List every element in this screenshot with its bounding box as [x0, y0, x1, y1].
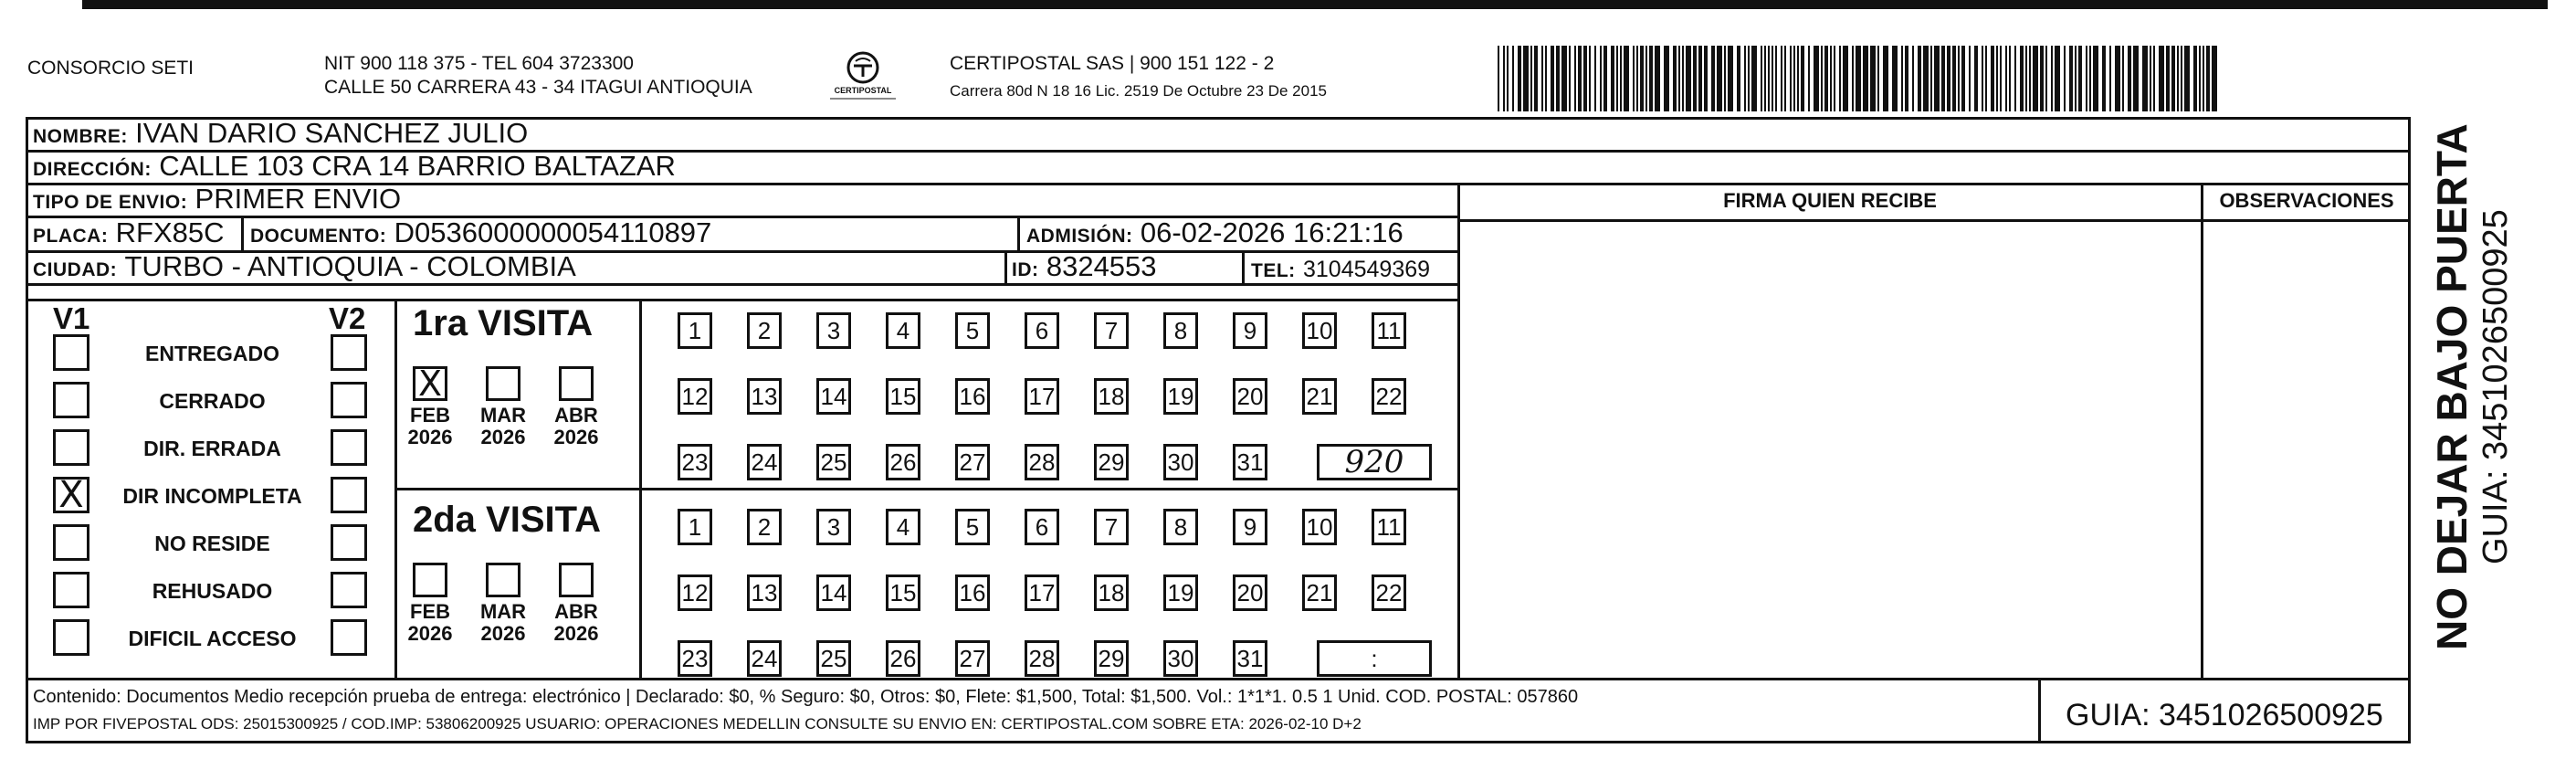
v2-checkbox-2[interactable] [331, 429, 367, 466]
company-name: CONSORCIO SETI [27, 58, 195, 79]
visit2-day-9[interactable]: 9 [1233, 509, 1267, 545]
visit1-day-13[interactable]: 13 [747, 378, 782, 415]
visit1-day-25[interactable]: 25 [816, 444, 851, 480]
visit2-day-30[interactable]: 30 [1163, 640, 1198, 677]
visit1-month-1: MAR [479, 404, 527, 427]
visit2-day-20[interactable]: 20 [1233, 574, 1267, 611]
visit2-day-28[interactable]: 28 [1025, 640, 1059, 677]
visit1-day-21[interactable]: 21 [1302, 378, 1337, 415]
visit1-day-6[interactable]: 6 [1025, 312, 1059, 349]
tipo-envio-value: PRIMER ENVIO [195, 183, 402, 215]
visit1-day-1[interactable]: 1 [678, 312, 712, 349]
visit1-day-18[interactable]: 18 [1094, 378, 1129, 415]
visit1-day-9[interactable]: 9 [1233, 312, 1267, 349]
visit2-title: 2da VISITA [413, 500, 601, 540]
tipo-envio-field [33, 184, 401, 218]
v2-checkbox-4[interactable] [331, 524, 367, 561]
visit2-day-19[interactable]: 19 [1163, 574, 1198, 611]
id-field [1012, 251, 1157, 286]
tipo-envio-label: TIPO DE ENVIO: [33, 192, 188, 213]
visit1-title: 1ra VISITA [413, 303, 594, 343]
id-label: ID: [1012, 259, 1039, 280]
v2-label: V2 [329, 301, 366, 335]
id-value: 8324553 [1046, 250, 1157, 282]
visit1-day-26[interactable]: 26 [886, 444, 920, 480]
v1-checkbox-5[interactable] [53, 572, 89, 608]
visit1-day-31[interactable]: 31 [1233, 444, 1267, 480]
visit2-day-16[interactable]: 16 [955, 574, 990, 611]
status-label-0: ENTREGADO [145, 342, 279, 365]
firma-header: FIRMA QUIEN RECIBE [1723, 189, 1937, 212]
v1-checkbox-2[interactable] [53, 429, 89, 466]
v1-checkbox-0[interactable] [53, 334, 89, 371]
status-label-1: CERRADO [159, 389, 266, 413]
observaciones-header: OBSERVACIONES [2219, 189, 2394, 212]
v1-checkbox-4[interactable] [53, 524, 89, 561]
visit1-day-4[interactable]: 4 [886, 312, 920, 349]
visit2-year-2: 2026 [553, 622, 599, 645]
v1-checkbox-1[interactable] [53, 382, 89, 418]
visit1-day-19[interactable]: 19 [1163, 378, 1198, 415]
visit2-day-18[interactable]: 18 [1094, 574, 1129, 611]
visit2-day-15[interactable]: 15 [886, 574, 920, 611]
visit2-year-1: 2026 [480, 622, 526, 645]
visit1-month-0: FEB [410, 404, 450, 427]
v2-checkbox-6[interactable] [331, 619, 367, 656]
admision-field [1026, 217, 1404, 252]
direccion-value: CALLE 103 CRA 14 BARRIO BALTAZAR [159, 150, 676, 182]
visit1-year-1: 2026 [480, 426, 526, 448]
visit1-day-20[interactable]: 20 [1233, 378, 1267, 415]
visit2-day-11[interactable]: 11 [1372, 509, 1406, 545]
visit2-day-29[interactable]: 29 [1094, 640, 1129, 677]
tel-field [1251, 253, 1430, 287]
visit1-day-30[interactable]: 30 [1163, 444, 1198, 480]
visit1-month-checkbox-1[interactable] [486, 366, 520, 401]
visit2-day-4[interactable]: 4 [886, 509, 920, 545]
visit2-day-1[interactable]: 1 [678, 509, 712, 545]
footer-guia: GUIA: 3451026500925 [2066, 698, 2383, 733]
visit2-month-2: ABR [554, 600, 598, 623]
visit2-month-1: MAR [479, 600, 527, 623]
footer-contenido: Contenido: Documentos Medio recepción prueba de entrega: electrónico | Declarado: $0, % Seguro: $0, Otros: $0, Flete: $1,500, Total: $1,500. Vol.: 1*1*1. 0.5 1 Unid. COD. POSTAL: 057860 [33, 687, 1579, 707]
visit1-day-5[interactable]: 5 [955, 312, 990, 349]
documento-label: DOCUMENTO: [250, 226, 387, 247]
direccion-field [33, 151, 676, 185]
visit1-day-27[interactable]: 27 [955, 444, 990, 480]
visit2-year-0: 2026 [407, 622, 453, 645]
status-label-3: DIR INCOMPLETA [122, 484, 302, 508]
admision-label: ADMISIÓN: [1026, 226, 1133, 247]
visit1-year-0: 2026 [407, 426, 453, 448]
visit2-day-14[interactable]: 14 [816, 574, 851, 611]
certipostal-line: CERTIPOSTAL SAS | 900 151 122 - 2 [950, 53, 1275, 74]
placa-value: RFX85C [115, 216, 225, 248]
visit2-day-12[interactable]: 12 [678, 574, 712, 611]
tel-label: TEL: [1251, 260, 1296, 281]
visit2-day-21[interactable]: 21 [1302, 574, 1337, 611]
v2-checkbox-3[interactable] [331, 477, 367, 513]
visit1-day-17[interactable]: 17 [1025, 378, 1059, 415]
ciudad-value: TURBO - ANTIOQUIA - COLOMBIA [124, 250, 576, 282]
status-label-5: REHUSADO [152, 579, 273, 603]
visit1-day-2[interactable]: 2 [747, 312, 782, 349]
visit1-day-8[interactable]: 8 [1163, 312, 1198, 349]
visit2-day-7[interactable]: 7 [1094, 509, 1129, 545]
visit1-day-15[interactable]: 15 [886, 378, 920, 415]
visit1-day-22[interactable]: 22 [1372, 378, 1406, 415]
visit1-time-box: 920 [1317, 444, 1432, 480]
visit2-day-3[interactable]: 3 [816, 509, 851, 545]
visit2-time-box: : [1317, 640, 1432, 677]
visit2-month-checkbox-1[interactable] [486, 563, 520, 597]
v2-checkbox-0[interactable] [331, 334, 367, 371]
visit2-day-31[interactable]: 31 [1233, 640, 1267, 677]
visit2-month-0: FEB [410, 600, 450, 623]
visit1-day-14[interactable]: 14 [816, 378, 851, 415]
visit2-day-27[interactable]: 27 [955, 640, 990, 677]
visit1-month-checkbox-0[interactable]: X [413, 366, 447, 401]
ciudad-field [33, 251, 576, 286]
documento-field [250, 217, 711, 252]
v1-checkbox-3[interactable]: X [53, 477, 89, 513]
nombre-value: IVAN DARIO SANCHEZ JULIO [135, 117, 529, 149]
admision-value: 06-02-2026 16:21:16 [1140, 216, 1404, 248]
v1-checkbox-6[interactable] [53, 619, 89, 656]
visit1-day-10[interactable]: 10 [1302, 312, 1337, 349]
side-guia: GUIA: 3451026500925 [2476, 209, 2515, 564]
nombre-label: NOMBRE: [33, 126, 128, 147]
address-line: CALLE 50 CARRERA 43 - 34 ITAGUI ANTIOQUIA [324, 77, 752, 98]
placa-field [33, 217, 225, 252]
visit2-day-17[interactable]: 17 [1025, 574, 1059, 611]
v1-label: V1 [53, 301, 90, 335]
visit1-day-28[interactable]: 28 [1025, 444, 1059, 480]
footer-impresion: IMP POR FIVEPOSTAL ODS: 25015300925 / COD.IMP: 53806200925 USUARIO: OPERACIONES MEDELLIN CONSULTE SU ENVIO EN: CERTIPOSTAL.COM SOBRE ETA: 2026-02-10 D+2 [33, 715, 1362, 733]
license-line: Carrera 80d N 18 16 Lic. 2519 De Octubre 23 De 2015 [950, 82, 1327, 100]
visit1-day-23[interactable]: 23 [678, 444, 712, 480]
v2-checkbox-5[interactable] [331, 572, 367, 608]
visit2-day-2[interactable]: 2 [747, 509, 782, 545]
ciudad-label: CIUDAD: [33, 259, 118, 280]
visit2-day-23[interactable]: 23 [678, 640, 712, 677]
visit2-month-checkbox-0[interactable] [413, 563, 447, 597]
visit2-day-26[interactable]: 26 [886, 640, 920, 677]
nombre-field [33, 118, 528, 153]
direccion-label: DIRECCIÓN: [33, 159, 152, 180]
visit2-day-10[interactable]: 10 [1302, 509, 1337, 545]
visit2-month-checkbox-2[interactable] [559, 563, 594, 597]
tel-value: 3104549369 [1303, 257, 1431, 282]
visit2-day-8[interactable]: 8 [1163, 509, 1198, 545]
status-label-4: NO RESIDE [154, 532, 270, 555]
visit2-day-5[interactable]: 5 [955, 509, 990, 545]
visit1-day-12[interactable]: 12 [678, 378, 712, 415]
placa-label: PLACA: [33, 226, 109, 247]
status-label-2: DIR. ERRADA [143, 437, 281, 460]
visit1-day-3[interactable]: 3 [816, 312, 851, 349]
visit2-day-24[interactable]: 24 [747, 640, 782, 677]
status-label-6: DIFICIL ACCESO [128, 627, 297, 650]
visit1-day-29[interactable]: 29 [1094, 444, 1129, 480]
visit1-year-2: 2026 [553, 426, 599, 448]
logo-text: CERTIPOSTAL [834, 86, 892, 95]
visit2-day-25[interactable]: 25 [816, 640, 851, 677]
visit1-day-11[interactable]: 11 [1372, 312, 1406, 349]
visit1-day-16[interactable]: 16 [955, 378, 990, 415]
barcode [1498, 46, 2228, 111]
nit-line: NIT 900 118 375 - TEL 604 3723300 [324, 53, 634, 74]
v2-checkbox-1[interactable] [331, 382, 367, 418]
side-warning: NO DEJAR BAJO PUERTA [2428, 123, 2476, 650]
visit1-month-2: ABR [554, 404, 598, 427]
visit1-day-24[interactable]: 24 [747, 444, 782, 480]
documento-value: D0536000000054110897 [394, 216, 712, 248]
visit2-day-22[interactable]: 22 [1372, 574, 1406, 611]
visit1-day-7[interactable]: 7 [1094, 312, 1129, 349]
top-border-bar [82, 0, 2548, 9]
certipostal-logo [826, 46, 899, 110]
visit2-day-6[interactable]: 6 [1025, 509, 1059, 545]
visit1-month-checkbox-2[interactable] [559, 366, 594, 401]
visit2-day-13[interactable]: 13 [747, 574, 782, 611]
